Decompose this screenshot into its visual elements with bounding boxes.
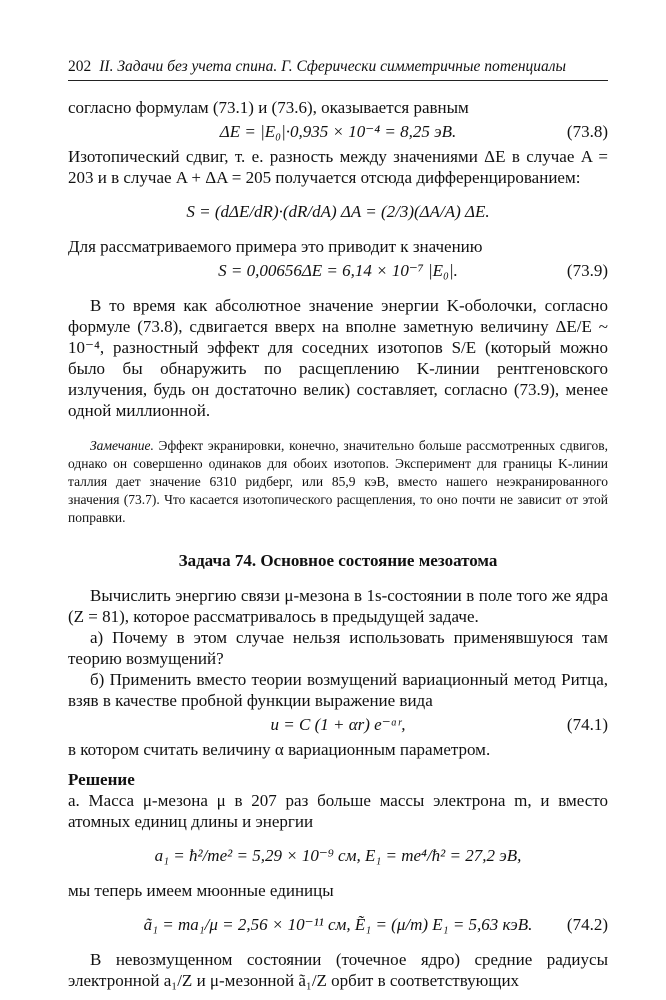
equation-formula: ΔE = |E₀|·0,935 × 10⁻⁴ = 8,25 эВ. (219, 122, 457, 141)
equation-number: (73.9) (566, 261, 608, 280)
paragraph-1: согласно формулам (73.1) и (73.6), оказывается равным (68, 98, 469, 117)
equation-73-8 (68, 120, 608, 144)
equation-derivative (68, 192, 608, 232)
chapter-title: II. Задачи без учета спина. Г. Сферически симметричные потенциалы (99, 58, 567, 75)
remark-text: Эффект экранировки, конечно, значительно больше рассмотренных сдвигов, однако он совершенно одинаков для обоих изотопов. Эксперимент для границы K-линии таллия дает значение 6310 ридберг, или 85,9 кэВ, вместо нашего неэкранированного значения (73.7). Что касается изотопического расщепления, то оно почти не зависит от этой поправки. (68, 438, 608, 525)
equation-atomic-units (68, 836, 608, 876)
paragraph-10: мы теперь имеем мюонные единицы (68, 881, 334, 900)
equation-formula: a₁ = ħ²/me² = 5,29 × 10⁻⁹ см, E₁ = me⁴/ħ² = 27,2 эВ, (154, 846, 522, 865)
equation-73-9 (68, 259, 608, 283)
paragraph-4: В то время как абсолютное значение энергии K-оболочки, согласно формуле (73.8), сдвигается вверх на вполне заметную величину ΔE/E ~ 10⁻⁴, разностный эффект для соседних изотопов S/E (который можно было бы обнаружить по расщеплению K-линии рентгеновского излучения, будь он достаточно велик) составляет, согласно (73.9), менее одной миллионной. (68, 296, 608, 420)
paragraph-2: Изотопический сдвиг, т. е. разность между значениями ΔE в случае A = 203 и в случае A + ΔA = 205 получается отсюда дифференцированием: (68, 147, 608, 187)
equation-formula: u = C (1 + αr) e⁻ᵅʳ, (270, 715, 406, 734)
equation-74-2 (68, 905, 608, 945)
paragraph-5: Вычислить энергию связи μ-мезона в 1s-состоянии в поле того же ядра (Z = 81), которое рассматривалось в предыдущей задаче. (68, 586, 608, 626)
equation-formula: ã₁ = ma₁/μ = 2,56 × 10⁻¹¹ см, Ẽ₁ = (μ/m) E₁ = 5,63 кэВ. (143, 915, 533, 934)
paragraph-3: Для рассматриваемого примера это приводит к значению (68, 237, 483, 256)
equation-74-1 (68, 713, 608, 737)
equation-number: (74.2) (566, 915, 608, 934)
equation-number: (74.1) (566, 715, 608, 734)
paragraph-11: В невозмущенном состоянии (точечное ядро) средние радиусы электронной a₁/Z и μ-мезонной ã₁/Z орбит в соответствующих (68, 950, 608, 990)
paragraph-8: в котором считать величину α вариационным параметром. (68, 740, 491, 759)
equation-formula: S = (dΔE/dR)·(dR/dA) ΔA = (2/3)(ΔA/A) ΔE. (186, 202, 490, 221)
running-header (68, 58, 608, 81)
page-number: 202 (68, 58, 92, 75)
book-page (68, 58, 608, 991)
remark-note (68, 437, 608, 527)
paragraph-6: а) Почему в этом случае нельзя использовать применявшуюся там теорию возмущений? (68, 628, 608, 668)
paragraph-7: б) Применить вместо теории возмущений вариационный метод Ритца, взяв в качестве пробной функции выражение вида (68, 670, 608, 710)
paragraph-9: а. Масса μ-мезона μ в 207 раз больше массы электрона m, и вместо атомных единиц длины и энергии (68, 791, 608, 831)
equation-number: (73.8) (566, 122, 608, 141)
equation-formula: S = 0,00656ΔE = 6,14 × 10⁻⁷ |E₀|. (218, 261, 458, 280)
remark-lead: Замечание. (90, 438, 154, 453)
solution-heading: Решение (68, 770, 135, 789)
problem-title: Задача 74. Основное состояние мезоатома (178, 551, 498, 570)
